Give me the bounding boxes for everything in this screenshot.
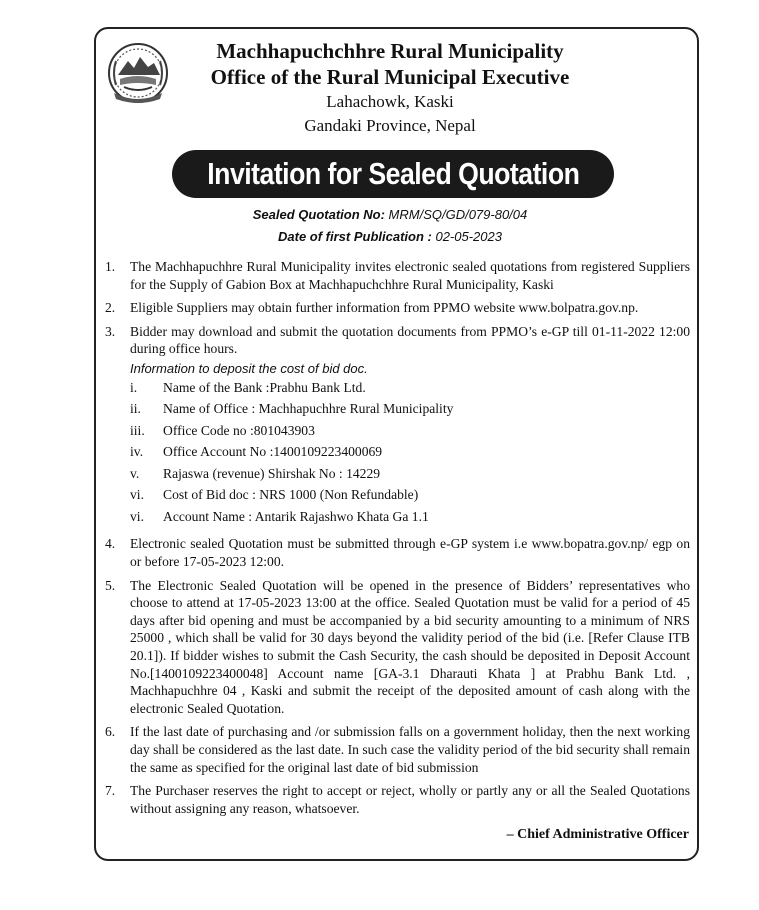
deposit-row	[130, 377, 690, 399]
municipality-name: Machhapuchchhre Rural Municipality	[216, 39, 564, 63]
roman-numeral: ii.	[130, 401, 141, 417]
item-text: If the last date of purchasing and /or submission falls on a government holiday, then the next working day shall be considered as the last date. In such case the validity period of the bid security shall remain the same as specified for the original last date of bid submission	[130, 724, 690, 775]
roman-numeral: i.	[130, 379, 138, 395]
item-number: 6.	[105, 724, 116, 740]
deposit-row	[130, 398, 690, 420]
publication-date-label: Date of first Publication :	[278, 229, 432, 244]
item-text: Eligible Suppliers may obtain further information from PPMO website www.bolpatra.gov.np.	[130, 300, 639, 316]
deposit-info-heading: Information to deposit the cost of bid doc.	[130, 360, 368, 376]
item-number: 3.	[105, 323, 116, 339]
roman-numeral: vi.	[130, 508, 144, 524]
deposit-row-text: Name of Office : Machhapuchhre Rural Municipality	[163, 401, 454, 417]
signature: – Chief Administrative Officer	[506, 827, 689, 842]
item-text: The Machhapuchhre Rural Municipality invites electronic sealed quotations from registered Suppliers for the Supply of Gabion Box at Machhapuchchhre Rural Municipality, Kaski	[130, 259, 690, 292]
list-item	[105, 299, 690, 317]
deposit-row-text: Rajaswa (revenue) Shirshak No : 14229	[163, 465, 381, 481]
quotation-number	[150, 207, 630, 222]
deposit-row-text: Office Code no :801043903	[163, 422, 315, 438]
list-item	[105, 577, 690, 718]
deposit-row-text: Office Account No :1400109223400069	[163, 444, 383, 460]
banner-title: Invitation for Sealed Quotation	[206, 156, 580, 191]
list-item	[105, 723, 690, 776]
item-number: 2.	[105, 300, 116, 316]
roman-numeral: v.	[130, 465, 140, 481]
quotation-number-label: Sealed Quotation No:	[252, 207, 385, 222]
deposit-row-text: Account Name : Antarik Rajashwo Khata Ga 1.1	[163, 508, 429, 524]
publication-date-value: 02-05-2023	[431, 229, 502, 244]
deposit-row-text: Name of the Bank :Prabhu Bank Ltd.	[163, 379, 366, 395]
item-number: 7.	[105, 783, 116, 799]
roman-numeral: iii.	[130, 422, 145, 438]
list-item	[105, 323, 690, 358]
deposit-row-text: Cost of Bid doc : NRS 1000 (Non Refundable)	[163, 487, 419, 503]
deposit-row	[130, 420, 690, 442]
quotation-number-value: MRM/SQ/GD/079-80/04	[384, 207, 528, 222]
list-item	[105, 258, 690, 293]
item-text: Electronic sealed Quotation must be submitted through e-GP system i.e www.bopatra.gov.np/ egp on or before 17-05-2023 12:00.	[130, 536, 690, 570]
list-item	[105, 535, 690, 570]
item-number: 1.	[105, 259, 116, 274]
item-text: The Purchaser reserves the right to accept or reject, wholly or partly any or all the Sealed Quotations without assigning any reason, whatsoever.	[130, 783, 690, 816]
item-text: The Electronic Sealed Quotation will be opened in the presence of Bidders’ representatives who choose to attend at 17-05-2023 13:00 at the office. Sealed Quotation must be valid for a period of 45 days after bid opening and must be accompanied by a bid security amounting to a minimum of NRS 25000 , which shall be valid for 30 days beyond the validity period of the bid (i.e. [Refer Clause ITB 20.1]). If bidder wishes to submit the Cash Security, the cash should be deposited in Deposit Account No.[1400109223400048] Account name [GA-3.1 Dharauti Khata ] at Prabhu Bank Ltd. , Machhapuchhre 04 , Kaski and submit the receipt of the deposited amount of cash along with the electronic Sealed Quotation.	[130, 577, 690, 716]
deposit-row	[130, 506, 690, 528]
deposit-row	[130, 484, 690, 506]
office-header	[170, 38, 610, 138]
publication-date	[150, 229, 630, 244]
item-number: 4.	[105, 536, 116, 552]
list-item	[105, 782, 690, 817]
office-name: Office of the Rural Municipal Executive	[210, 65, 570, 89]
item-text: Bidder may download and submit the quotation documents from PPMO’s e-GP till 01-11-2022 12:00 during office hours.	[130, 323, 690, 357]
nepal-emblem-icon	[106, 41, 170, 107]
item-number: 5.	[105, 577, 116, 593]
deposit-row	[130, 441, 690, 463]
notice-body	[105, 258, 690, 823]
province-line: Gandaki Province, Nepal	[304, 116, 476, 135]
address-line: Lahachowk, Kaski	[326, 92, 454, 111]
title-banner	[172, 150, 614, 198]
roman-numeral: vi.	[130, 487, 144, 503]
deposit-row	[130, 463, 690, 485]
roman-numeral: iv.	[130, 444, 144, 460]
